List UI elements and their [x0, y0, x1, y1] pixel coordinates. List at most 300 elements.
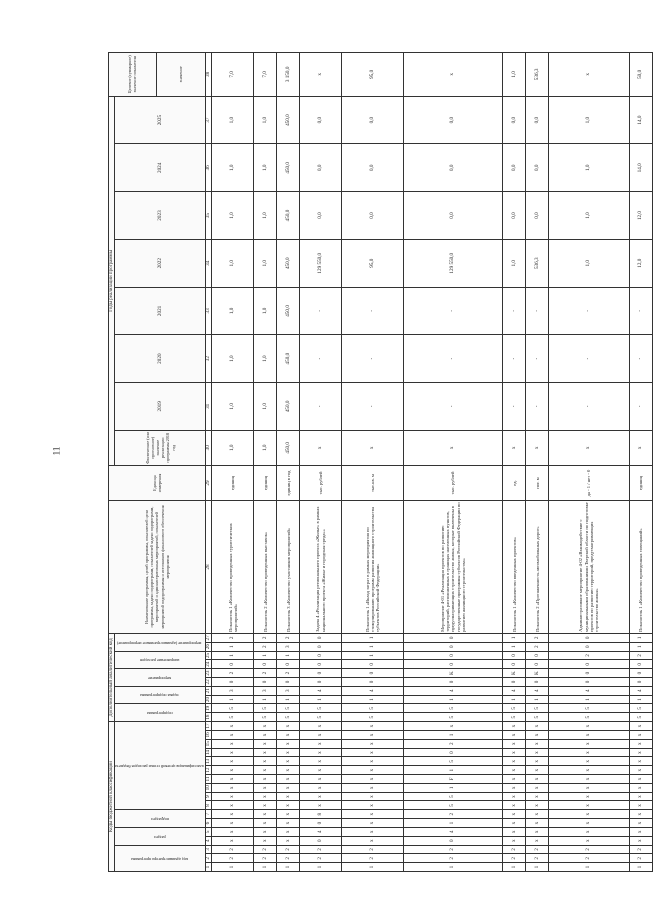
code-label-text: код администратора программы [131, 856, 188, 862]
code-cell: x [212, 748, 254, 757]
code-cell: 3 [254, 686, 277, 695]
code-cell: x [549, 731, 630, 740]
row-name-cell: Показатель 1 «Количество проведенных совещаний» [629, 501, 652, 634]
code-cell: x [503, 810, 526, 819]
code-cell: x [342, 792, 403, 801]
code-cell: 5 [403, 704, 503, 713]
code-cell: x [549, 810, 630, 819]
year-value-cell: 0,0 [300, 96, 342, 144]
year-value-cell: 0,0 [300, 144, 342, 192]
code-cell: x [526, 722, 549, 731]
code-cell: 5 [549, 704, 630, 713]
column-number-cell: 7 [206, 810, 212, 819]
extra-code-label-1 [115, 704, 206, 722]
code-cell: x [212, 810, 254, 819]
code-cell: x [549, 827, 630, 836]
code-cell: x [277, 827, 300, 836]
row-unit-cell: тыс. рублей [300, 465, 342, 500]
code-cell: 1 [212, 695, 254, 704]
year-value-cell: 12,0 [629, 239, 652, 287]
column-number-cell: 38 [206, 53, 212, 97]
row-base-cell: x [403, 430, 503, 465]
code-cell: 2 [254, 642, 277, 651]
code-cell: 2 [403, 739, 503, 748]
code-label-text: классификация целевой статьи расходов бюджета [115, 763, 204, 769]
column-number-cell: 9 [206, 792, 212, 801]
code-cell: x [629, 748, 652, 757]
year-value-cell: 12,0 [629, 192, 652, 240]
code-cell: x [212, 836, 254, 845]
code-cell: x [254, 801, 277, 810]
year-value-cell: 1,0 [212, 192, 254, 240]
code-cell: 5 [503, 713, 526, 722]
code-cell: x [549, 722, 630, 731]
code-cell: 0 [403, 678, 503, 687]
code-cell: x [503, 836, 526, 845]
code-cell: 1 [254, 651, 277, 660]
code-cell: 0 [254, 678, 277, 687]
column-number-cell: 1 [206, 863, 212, 872]
column-number-cell: 5 [206, 827, 212, 836]
year-value-cell: 0,0 [403, 192, 503, 240]
year-value-cell: 0,0 [503, 96, 526, 144]
year-value-cell: - [342, 287, 403, 335]
row-unit-cell: да - 1 / нет - 0 [549, 465, 630, 500]
code-cell: x [277, 722, 300, 731]
extra-code-label-text: мероприятие (административное мероприятие) [117, 640, 202, 646]
row-name-cell: Административное мероприятие 4-02 «Взаимодействие с муниципальными образованиями Тверской области по подготовке проектов по развитию территорий, предусматривающих строительство жилья» [549, 501, 630, 634]
year-value-cell: 1,0 [212, 144, 254, 192]
code-cell: 2 [403, 854, 503, 863]
extra-code-label-5 [115, 633, 206, 651]
code-cell: x [300, 731, 342, 740]
year-value-cell: 1,0 [254, 382, 277, 430]
extra-code-label-text: мероприятие [147, 675, 172, 681]
year-value-cell: 1,0 [549, 239, 630, 287]
code-cell: x [300, 757, 342, 766]
year-header-2024: 2024 [115, 144, 206, 192]
year-value-cell: - [342, 382, 403, 430]
code-cell: x [503, 792, 526, 801]
code-cell: x [254, 836, 277, 845]
code-cell: 1 [629, 633, 652, 642]
code-cell: 5 [526, 704, 549, 713]
row-unit-cell: тыс. рублей [403, 465, 503, 500]
code-cell: 0 [300, 651, 342, 660]
year-value-cell: 1,0 [212, 96, 254, 144]
code-cell: x [254, 766, 277, 775]
code-cell: 4 [342, 686, 403, 695]
code-cell: x [503, 819, 526, 828]
code-cell: x [300, 748, 342, 757]
code-cell: 4 [403, 686, 503, 695]
row-unit-cell: единиц [212, 465, 254, 500]
code-cell: x [212, 819, 254, 828]
target-group-header: Целевое (суммарное) значение показателя [109, 53, 157, 97]
code-cell: 5 [629, 704, 652, 713]
row-total-cell: x [549, 53, 630, 97]
row-name-cell: Показатель 3 «Количество участников мероприятий» [277, 501, 300, 634]
code-cell: 5 [403, 792, 503, 801]
code-cell: x [629, 819, 652, 828]
year-value-cell: 14,0 [629, 96, 652, 144]
code-cell: x [342, 801, 403, 810]
row-unit-cell: ед. [503, 465, 526, 500]
code-cell: x [212, 783, 254, 792]
code-cell: x [526, 731, 549, 740]
column-number-cell: 18 [205, 714, 212, 720]
column-number-cell: 27 [205, 635, 212, 641]
code-label-1 [115, 845, 206, 871]
code-cell: 0 [403, 836, 503, 845]
table-row [277, 53, 300, 872]
year-value-cell: 0,0 [526, 96, 549, 144]
code-cell: x [300, 766, 342, 775]
code-cell: x [277, 775, 300, 784]
code-cell: x [526, 775, 549, 784]
row-base-cell: x [503, 430, 526, 465]
row-base-cell: 450,0 [277, 430, 300, 465]
year-value-cell: 1,0 [503, 239, 526, 287]
column-number-cell: 31 [206, 382, 212, 430]
extra-code-label-4 [115, 651, 206, 669]
code-cell: 4 [403, 827, 503, 836]
year-value-cell: - [300, 287, 342, 335]
row-total-cell: x [403, 53, 503, 97]
row-total-cell: 3 150,0 [277, 53, 300, 97]
code-cell: 0 [549, 633, 630, 642]
year-header-2023: 2023 [115, 192, 206, 240]
code-cell: 1 [254, 863, 277, 872]
row-name-cell: Показатель 2 «Протяженность автомобильных дорог» [526, 501, 549, 634]
table-row [342, 53, 403, 872]
code-cell: x [526, 827, 549, 836]
code-cell: x [342, 748, 403, 757]
code-cell: x [254, 757, 277, 766]
year-value-cell: 1,0 [254, 287, 277, 335]
code-cell: 1 [277, 651, 300, 660]
row-base-cell: x [629, 430, 652, 465]
code-cell: 4 [300, 686, 342, 695]
code-cell: x [300, 722, 342, 731]
row-unit-cell: единиц [254, 465, 277, 500]
code-cell: 2 [277, 854, 300, 863]
code-cell: 0 [549, 660, 630, 669]
code-cell: x [549, 836, 630, 845]
code-label-4 [115, 722, 206, 810]
code-cell: 5 [549, 713, 630, 722]
column-number-cell: 2 [206, 854, 212, 863]
row-total-cell: 7,0 [254, 53, 277, 97]
code-cell: x [254, 748, 277, 757]
code-cell: 2 [629, 651, 652, 660]
header-row-2 [115, 53, 156, 872]
row-total-cell: 1,0 [503, 53, 526, 97]
code-cell: 1 [212, 642, 254, 651]
code-cell: 0 [503, 678, 526, 687]
code-cell: 2 [629, 845, 652, 854]
code-cell: x [342, 810, 403, 819]
year-value-cell: - [300, 335, 342, 383]
code-cell: 1 [212, 863, 254, 872]
code-cell: 2 [212, 633, 254, 642]
year-value-cell: 0,0 [342, 192, 403, 240]
page-number: 11 [51, 446, 62, 456]
code-cell: 1 [277, 695, 300, 704]
code-cell: x [254, 731, 277, 740]
code-cell: x [254, 819, 277, 828]
code-cell: 2 [342, 854, 403, 863]
code-cell: 2 [526, 633, 549, 642]
column-number-cell: 36 [206, 144, 212, 192]
column-number-cell: 17 [205, 723, 212, 729]
code-cell: 1 [503, 633, 526, 642]
year-value-cell: 450,0 [277, 335, 300, 383]
code-cell: 4 [549, 686, 630, 695]
code-cell: 0 [526, 651, 549, 660]
year-header-2021: 2021 [115, 287, 206, 335]
code-cell: 4 [526, 686, 549, 695]
year-value-cell: - [403, 382, 503, 430]
code-cell: x [629, 766, 652, 775]
code-cell: x [503, 748, 526, 757]
table-row [403, 53, 503, 872]
year-value-cell: 1,0 [212, 335, 254, 383]
code-cell: 1 [549, 695, 630, 704]
code-cell: 5 [503, 704, 526, 713]
code-label-3 [115, 810, 206, 828]
column-number-cell: 11 [205, 776, 212, 782]
code-cell: x [629, 757, 652, 766]
code-cell: x [342, 783, 403, 792]
year-value-cell: 0,0 [526, 192, 549, 240]
code-cell: x [277, 766, 300, 775]
code-cell: K [526, 669, 549, 678]
code-cell: x [212, 801, 254, 810]
unit-column-header: Единица измерения [109, 465, 206, 500]
row-base-cell: 1,0 [212, 430, 254, 465]
code-cell: x [503, 731, 526, 740]
code-cell: x [342, 731, 403, 740]
program-indicators-table [108, 52, 653, 872]
row-base-cell: x [549, 430, 630, 465]
code-cell: 2 [629, 854, 652, 863]
column-number-cell: 25 [205, 652, 212, 659]
code-cell: 2 [342, 845, 403, 854]
code-cell: 2 [549, 651, 630, 660]
code-cell: 0 [300, 669, 342, 678]
year-value-cell: 536,3 [526, 239, 549, 287]
code-cell: x [629, 731, 652, 740]
years-group-header: Годы реализации программы [109, 96, 115, 465]
code-cell: 1 [277, 863, 300, 872]
code-cell: 0 [629, 669, 652, 678]
code-cell: x [526, 836, 549, 845]
code-cell: 2 [526, 642, 549, 651]
code-cell: x [629, 836, 652, 845]
code-cell: x [342, 819, 403, 828]
year-value-cell: 1,0 [549, 144, 630, 192]
code-cell: 2 [549, 845, 630, 854]
year-value-cell: 0,0 [403, 96, 503, 144]
code-cell: 0 [300, 678, 342, 687]
year-value-cell: 450,0 [277, 192, 300, 240]
code-cell: 1 [342, 651, 403, 660]
year-value-cell: 1,0 [254, 96, 277, 144]
column-number-cell: 35 [206, 192, 212, 240]
code-cell: 1 [212, 651, 254, 660]
code-cell: x [503, 775, 526, 784]
code-cell: 1 [503, 863, 526, 872]
code-cell: x [342, 766, 403, 775]
year-value-cell: - [526, 335, 549, 383]
extra-code-label-text: направление расходов [139, 658, 180, 664]
row-unit-cell: пог. м [526, 465, 549, 500]
year-value-cell: 1,0 [254, 144, 277, 192]
code-cell: K [403, 669, 503, 678]
code-cell: x [549, 748, 630, 757]
code-cell: 2 [300, 845, 342, 854]
code-cell: x [277, 819, 300, 828]
column-number-cell: 12 [205, 767, 212, 773]
code-cell: 1 [549, 863, 630, 872]
code-cell: x [254, 827, 277, 836]
code-cell: 2 [254, 854, 277, 863]
table-row [503, 53, 526, 872]
code-cell: 5 [403, 801, 503, 810]
code-cell: 0 [277, 678, 300, 687]
code-cell: x [342, 722, 403, 731]
row-total-cell: 7,0 [212, 53, 254, 97]
extra-code-label-2 [115, 686, 206, 704]
year-value-cell: 450,0 [277, 96, 300, 144]
code-cell: x [277, 792, 300, 801]
code-cell: 0 [342, 669, 403, 678]
code-cell: 0 [503, 660, 526, 669]
column-number-cell: 3 [206, 845, 212, 854]
code-cell: 2 [277, 669, 300, 678]
code-cell: x [549, 739, 630, 748]
year-value-cell: 1,0 [549, 96, 630, 144]
code-cell: x [254, 739, 277, 748]
code-cell: 0 [300, 660, 342, 669]
code-cell: 0 [629, 660, 652, 669]
code-cell: 0 [503, 651, 526, 660]
code-cell: x [342, 827, 403, 836]
code-cell: 1 [526, 695, 549, 704]
extra-code-label-text: задача подпрограммы [140, 693, 179, 699]
code-cell: 0 [342, 660, 403, 669]
code-cell: 1 [342, 695, 403, 704]
code-cell: 2 [503, 854, 526, 863]
code-cell: 1 [403, 863, 503, 872]
row-unit-cell: единиц [629, 465, 652, 500]
code-cell: x [549, 819, 630, 828]
code-cell: x [526, 819, 549, 828]
code-cell: x [549, 801, 630, 810]
code-cell: x [212, 766, 254, 775]
rotated-table-sheet [108, 52, 643, 872]
column-number-cell: 33 [206, 287, 212, 335]
code-cell: x [342, 775, 403, 784]
code-cell: x [342, 739, 403, 748]
code-cell: 1 [503, 695, 526, 704]
code-label-text: подраздел [150, 816, 169, 822]
column-number-cell: 37 [206, 96, 212, 144]
code-cell: 0 [212, 678, 254, 687]
code-cell: x [526, 748, 549, 757]
code-cell: 1 [403, 695, 503, 704]
code-cell: 0 [403, 748, 503, 757]
code-cell: x [212, 757, 254, 766]
code-cell: 1 [300, 695, 342, 704]
year-value-cell: - [526, 287, 549, 335]
code-cell: 2 [526, 854, 549, 863]
code-cell: 1 [526, 863, 549, 872]
code-cell: x [212, 792, 254, 801]
code-cell: 5 [629, 713, 652, 722]
code-cell: 5 [277, 704, 300, 713]
code-cell: x [629, 810, 652, 819]
year-header-2020: 2020 [115, 335, 206, 383]
code-cell: x [212, 739, 254, 748]
code-cell: x [254, 783, 277, 792]
code-cell: 2 [254, 845, 277, 854]
year-value-cell: 0,0 [526, 144, 549, 192]
row-base-cell: 1,0 [254, 430, 277, 465]
row-name-cell: Задача 4 «Реализация регионального проекта «Жилье» в рамках национального проекта «Жилье и городская среда»» [300, 501, 342, 634]
column-number-cell: 15 [205, 741, 212, 747]
code-cell: x [277, 739, 300, 748]
year-value-cell: - [503, 287, 526, 335]
code-cell: x [300, 792, 342, 801]
row-base-cell: x [300, 430, 342, 465]
code-cell: 5 [403, 757, 503, 766]
budget-classification-header: Коды бюджетной классификации [109, 722, 115, 872]
extra-analytic-code-header: Дополнительный аналитический код [109, 633, 115, 721]
code-cell: x [629, 827, 652, 836]
row-name-cell: Показатель 2 «Количество проведенных выставок» [254, 501, 277, 634]
code-cell: K [503, 669, 526, 678]
code-cell: x [254, 792, 277, 801]
year-header-2019: 2019 [115, 382, 206, 430]
code-cell: x [300, 801, 342, 810]
code-cell: x [342, 757, 403, 766]
code-cell: x [277, 801, 300, 810]
year-value-cell: 0,0 [403, 144, 503, 192]
code-cell: 2 [277, 845, 300, 854]
code-cell: x [549, 766, 630, 775]
column-number-cell: 10 [205, 785, 212, 791]
year-value-cell: 1,0 [254, 335, 277, 383]
code-cell: x [300, 775, 342, 784]
code-cell: 1 [403, 731, 503, 740]
code-cell: 3 [212, 686, 254, 695]
column-number-cell: 6 [206, 819, 212, 828]
row-unit-cell: тыс.кв. м [342, 465, 403, 500]
column-number-cell: 14 [205, 749, 212, 756]
code-cell: 2 [212, 854, 254, 863]
code-cell: x [629, 783, 652, 792]
row-unit-cell: единиц в год [277, 465, 300, 500]
table-row [212, 53, 254, 872]
code-cell: x [212, 775, 254, 784]
code-cell: 1 [342, 633, 403, 642]
column-number-cell: 32 [206, 335, 212, 383]
code-cell: x [342, 836, 403, 845]
code-cell: 3 [277, 686, 300, 695]
year-value-cell: 450,0 [277, 144, 300, 192]
